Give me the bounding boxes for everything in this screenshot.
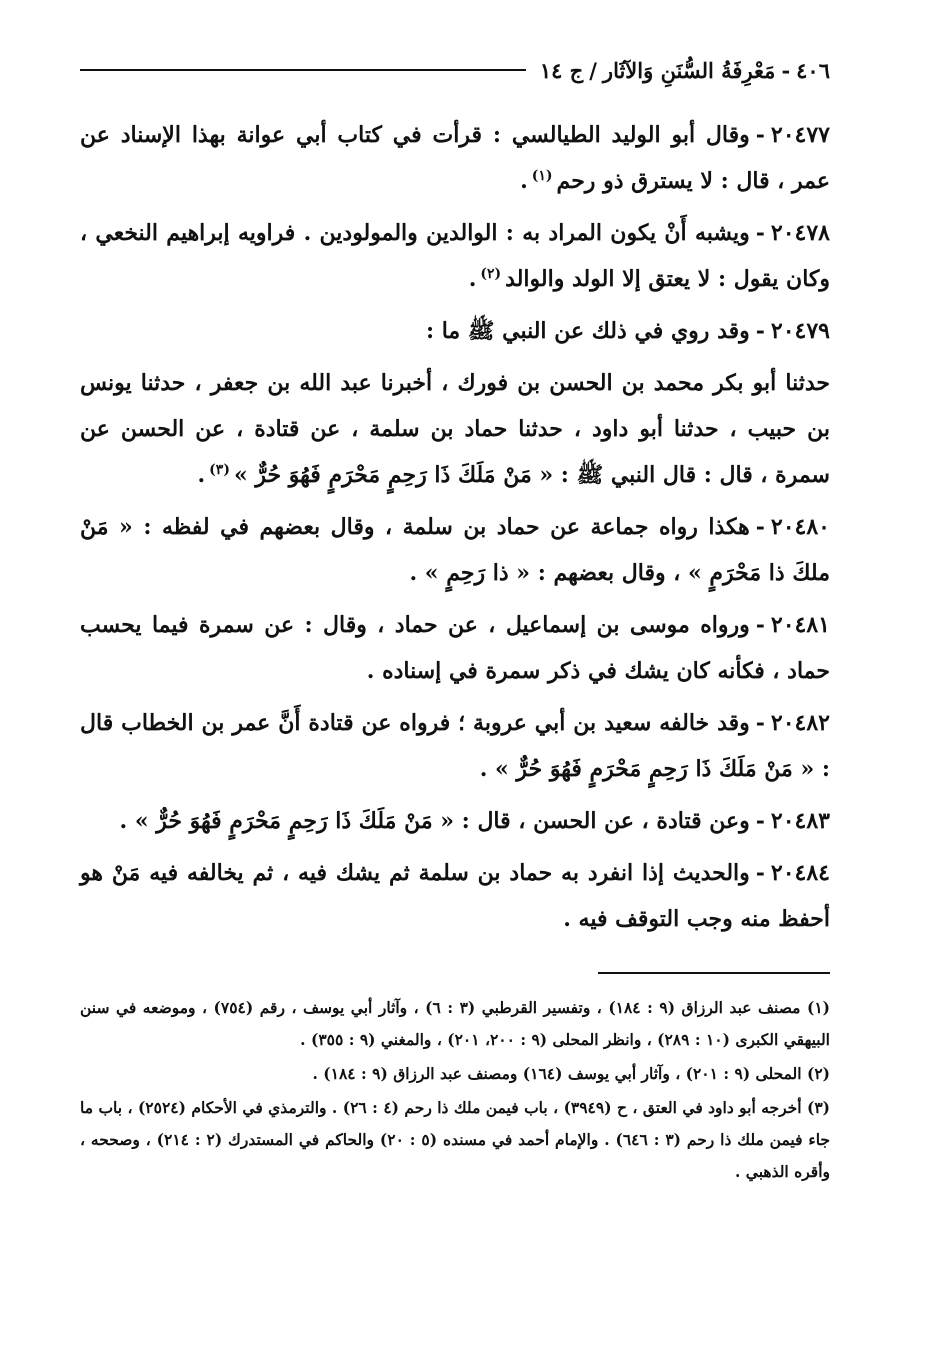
- number-dash: -: [755, 318, 765, 344]
- paragraph-end-mark: .: [520, 168, 528, 194]
- header-separator: -: [781, 57, 791, 83]
- header-rule: [80, 69, 526, 71]
- hadith-paragraph: [80, 308, 830, 354]
- book-title: مَعْرِفَةُ السُّنَنِ وَالآثَار: [602, 57, 776, 83]
- paragraph-number: ٢٠٤٨٤: [770, 860, 830, 886]
- footnote-2: (٢) المحلى (٩ : ٢٠١) ، وآثار أبي يوسف (١٦٤) ومصنف عبد الرزاق (٩ : ١٨٤) .: [312, 1064, 830, 1083]
- paragraph-text: حدثنا أبو بكر محمد بن الحسن بن فورك ، أخبرنا عبد الله بن جعفر ، حدثنا يونس بن حبيب ، حدثنا أبو داود ، حدثنا حماد بن سلمة ، عن قتادة ، عن الحسن عن سمرة ، قال : قال النبي ﷺ : « مَنْ مَلَكَ ذَا رَحِمٍ مَحْرَمٍ فَهُوَ حُرٌّ »: [80, 370, 830, 488]
- book-page: [80, 50, 830, 1190]
- hadith-paragraph: [80, 210, 830, 302]
- number-dash: -: [755, 808, 765, 834]
- paragraph-number: ٢٠٤٨١: [770, 612, 830, 638]
- main-text: [80, 112, 830, 942]
- volume-number: ج ١٤: [539, 57, 584, 83]
- footnote-reference[interactable]: (١): [531, 167, 553, 184]
- hadith-paragraph: [80, 700, 830, 792]
- number-dash: -: [755, 514, 765, 540]
- number-dash: -: [755, 122, 765, 148]
- footnotes: [80, 992, 830, 1188]
- number-dash: -: [755, 710, 765, 736]
- page-header: [80, 50, 830, 90]
- paragraph-text: وقال أبو الوليد الطيالسي : قرأت في كتاب أبي عوانة بهذا الإسناد عن عمر ، قال : لا يسترق ذو رحم: [80, 122, 830, 194]
- paragraph-end-mark: .: [468, 266, 477, 292]
- number-dash: -: [755, 220, 765, 246]
- hadith-paragraph: [80, 360, 830, 498]
- header-slash: /: [589, 57, 597, 83]
- paragraph-text: ويشبه أَنْ يكون المراد به : الوالدين والمولودين . فراويه إبراهيم النخعي ، وكان يقول : لا يعتق إلا الولد والوالد: [80, 220, 830, 292]
- footnote-separator: [598, 972, 830, 974]
- paragraph-text: وقد خالفه سعيد بن أبي عروبة ؛ فرواه عن قتادة أَنَّ عمر بن الخطاب قال : « مَنْ مَلَكَ ذَا رَحِمٍ مَحْرَمٍ فَهُوَ حُرٌّ » .: [80, 710, 830, 782]
- paragraph-number: ٢٠٤٧٧: [770, 122, 830, 148]
- paragraph-text: والحديث إذا انفرد به حماد بن سلمة ثم يشك فيه ، ثم يخالفه فيه مَنْ هو أحفظ منه وجب التوقف فيه .: [80, 860, 830, 932]
- hadith-paragraph: [80, 850, 830, 942]
- hadith-paragraph: [80, 112, 830, 204]
- paragraph-number: ٢٠٤٧٩: [770, 318, 830, 344]
- hadith-paragraph: [80, 602, 830, 694]
- footnote-reference[interactable]: (٣): [209, 461, 230, 478]
- number-dash: -: [755, 860, 765, 886]
- hadith-paragraph: [80, 504, 830, 596]
- paragraph-text: وعن قتادة ، عن الحسن ، قال : « مَنْ مَلَكَ ذَا رَحِمٍ مَحْرَمٍ فَهُوَ حُرٌّ » .: [119, 808, 750, 834]
- paragraph-number: ٢٠٤٨٢: [770, 710, 830, 736]
- paragraph-number: ٢٠٤٨٠: [770, 514, 830, 540]
- hadith-paragraph: [80, 798, 830, 844]
- page-number: ٤٠٦: [796, 57, 830, 83]
- paragraph-end-mark: .: [197, 462, 206, 488]
- paragraph-number: ٢٠٤٨٣: [770, 808, 830, 834]
- paragraph-number: ٢٠٤٧٨: [770, 220, 830, 246]
- paragraph-text: هكذا رواه جماعة عن حماد بن سلمة ، وقال بعضهم في لفظه : « مَنْ ملكَ ذا مَحْرَمٍ » ، وقال بعضهم : « ذا رَحِمٍ » .: [80, 514, 830, 586]
- footnote-reference[interactable]: (٢): [480, 265, 502, 282]
- paragraph-text: ورواه موسى بن إسماعيل ، عن حماد ، وقال : عن سمرة فيما يحسب حماد ، فكأنه كان يشك في ذكر سمرة في إسناده .: [80, 612, 830, 684]
- paragraph-text: وقد روي في ذلك عن النبي ﷺ ما :: [425, 318, 750, 344]
- footnote-1: (١) مصنف عبد الرزاق (٩ : ١٨٤) ، وتفسير القرطبي (٣ : ٦) ، وآثار أبي يوسف ، رقم (٧٥٤) ، وموضعه في سنن البيهقي الكبرى (١٠ : ٢٨٩) ، وانظر المحلى (٩ : ٢٠٠، ٢٠١) ، والمغني (٩ : ٣٥٥) .: [80, 998, 830, 1049]
- footnote-3: (٣) أخرجه أبو داود في العتق ، ح (٣٩٤٩) ، باب فيمن ملك ذا رحم (٤ : ٢٦) . والترمذي في الأحكام (٢٥٢٤) ، باب ما جاء فيمن ملك ذا رحم (٣ : ٦٤٦) . والإمام أحمد في مسنده (٥ : ٢٠) والحاكم في المستدرك (٢ : ٢١٤) ، وصححه ، وأقره الذهبي .: [80, 1098, 831, 1181]
- number-dash: -: [755, 612, 765, 638]
